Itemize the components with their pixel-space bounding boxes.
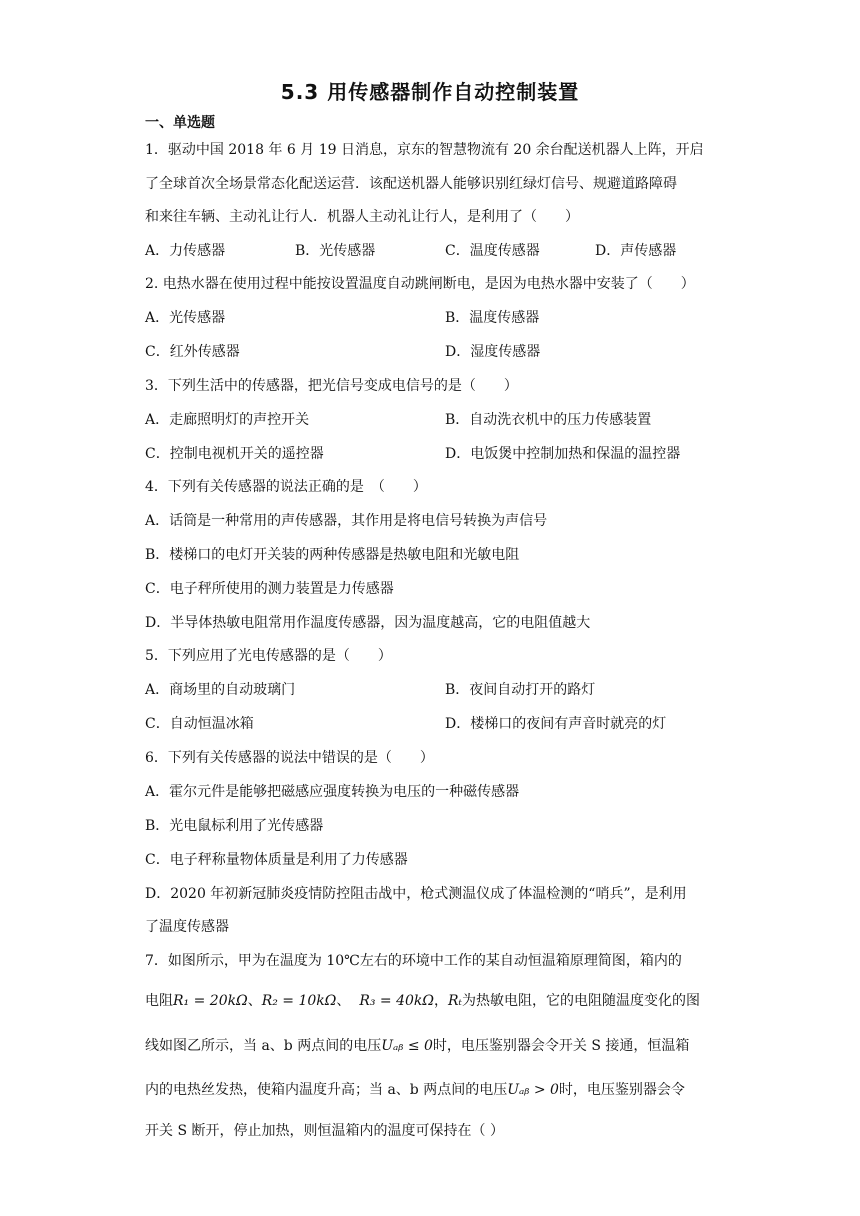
question-7-line-1: 7．如图所示，甲为在温度为 10℃左右的环境中工作的某自动恒温箱原理简图，箱内的	[145, 953, 682, 969]
question-2-line-1: 2. 电热水器在使用过程中能按设置温度自动跳闸断电，是因为电热水器中安装了（ ）	[145, 276, 695, 292]
q1-option-d: D．声传感器	[595, 243, 677, 259]
formula-r2: R₂ = 10kΩ	[261, 993, 337, 1009]
question-1-line-3: 和来往车辆、主动礼让行人．机器人主动礼让行人，是利用了（ ）	[145, 209, 579, 225]
q1-option-b: B．光传感器	[295, 243, 376, 259]
q7-text: 内的电热丝发热，使箱内温度升高；当 a、b 两点间的电压	[145, 1082, 508, 1098]
q3-option-c: C．控制电视机开关的遥控器	[145, 446, 324, 462]
q5-option-d: D．楼梯口的夜间有声音时就亮的灯	[445, 716, 667, 732]
q1-option-c: C．温度传感器	[445, 243, 540, 259]
q7-text: 时，电压鉴别器会令	[558, 1082, 685, 1098]
q3-option-d: D．电饭煲中控制加热和保温的温控器	[445, 446, 681, 462]
q6-option-c: C．电子秤称量物体质量是利用了力传感器	[145, 852, 408, 868]
q2-option-a: A．光传感器	[145, 310, 226, 326]
formula-r1: R₁ = 20kΩ	[173, 993, 248, 1009]
question-4-line-1: 4．下列有关传感器的说法正确的是 （ ）	[145, 479, 427, 495]
q1-option-a: A．力传感器	[145, 243, 226, 259]
q6-option-d-line-1: D．2020 年初新冠肺炎疫情防控阻击战中，枪式测温仪成了体温检测的“哨兵”，是利用	[145, 886, 687, 902]
formula-uab-le-0: Uₐᵦ ≤ 0	[381, 1038, 433, 1054]
question-5-line-1: 5．下列应用了光电传感器的是（ ）	[145, 648, 392, 664]
q5-option-b: B．夜间自动打开的路灯	[445, 682, 596, 698]
q6-option-b: B．光电鼠标利用了光传感器	[145, 818, 324, 834]
q2-option-c: C．红外传感器	[145, 344, 240, 360]
q6-option-a: A．霍尔元件是能够把磁感应强度转换为电压的一种磁传感器	[145, 784, 520, 800]
question-1-line-2: 了全球首次全场景常态化配送运营．该配送机器人能够识别红绿灯信号、规避道路障碍	[145, 176, 677, 192]
page-title: 5.3 用传感器制作自动控制装置	[280, 80, 580, 104]
q3-option-b: B．自动洗衣机中的压力传感装置	[445, 412, 652, 428]
q7-sep: 、	[336, 993, 351, 1009]
q5-option-a: A．商场里的自动玻璃门	[145, 682, 296, 698]
q6-option-d-line-2: 了温度传感器	[145, 919, 229, 935]
q4-option-b: B．楼梯口的电灯开关装的两种传感器是热敏电阻和光敏电阻	[145, 547, 520, 563]
q4-option-a: A．话筒是一种常用的声传感器，其作用是将电信号转换为声信号	[145, 513, 548, 529]
formula-uab-gt-0: Uₐᵦ > 0	[507, 1082, 559, 1098]
question-7-line-4	[145, 1080, 685, 1100]
q4-option-d: D．半导体热敏电阻常用作温度传感器，因为温度越高，它的电阻值越大	[145, 615, 591, 631]
question-7-line-5: 开关 S 断开，停止加热，则恒温箱内的温度可保持在（ ）	[145, 1123, 504, 1139]
q2-option-d: D．湿度传感器	[445, 344, 541, 360]
formula-rt: Rₜ	[448, 993, 463, 1009]
q7-sep: 、	[247, 993, 262, 1009]
formula-r3: R₃ = 40kΩ	[359, 993, 435, 1009]
q7-text: 为热敏电阻，它的电阻随温度变化的图	[462, 993, 701, 1009]
q7-sep: ，	[434, 993, 449, 1009]
question-6-line-1: 6．下列有关传感器的说法中错误的是（ ）	[145, 750, 434, 766]
q3-option-a: A．走廊照明灯的声控开关	[145, 412, 310, 428]
q5-option-c: C．自动恒温冰箱	[145, 716, 254, 732]
section-heading: 一、单选题	[145, 115, 215, 131]
q4-option-c: C．电子秤所使用的测力装置是力传感器	[145, 581, 394, 597]
question-7-line-3	[145, 1036, 689, 1056]
q7-text: 时，电压鉴别器会令开关 S 接通，恒温箱	[432, 1038, 690, 1054]
question-7-line-2	[145, 991, 700, 1011]
question-1-line-1: 1．驱动中国 2018 年 6 月 19 日消息，京东的智慧物流有 20 余台配送机器人上阵，开启	[145, 142, 704, 158]
q7-text: 电阻	[145, 993, 173, 1009]
q7-text: 线如图乙所示，当 a、b 两点间的电压	[145, 1038, 382, 1054]
question-3-line-1: 3．下列生活中的传感器，把光信号变成电信号的是（ ）	[145, 378, 518, 394]
q2-option-b: B．温度传感器	[445, 310, 540, 326]
